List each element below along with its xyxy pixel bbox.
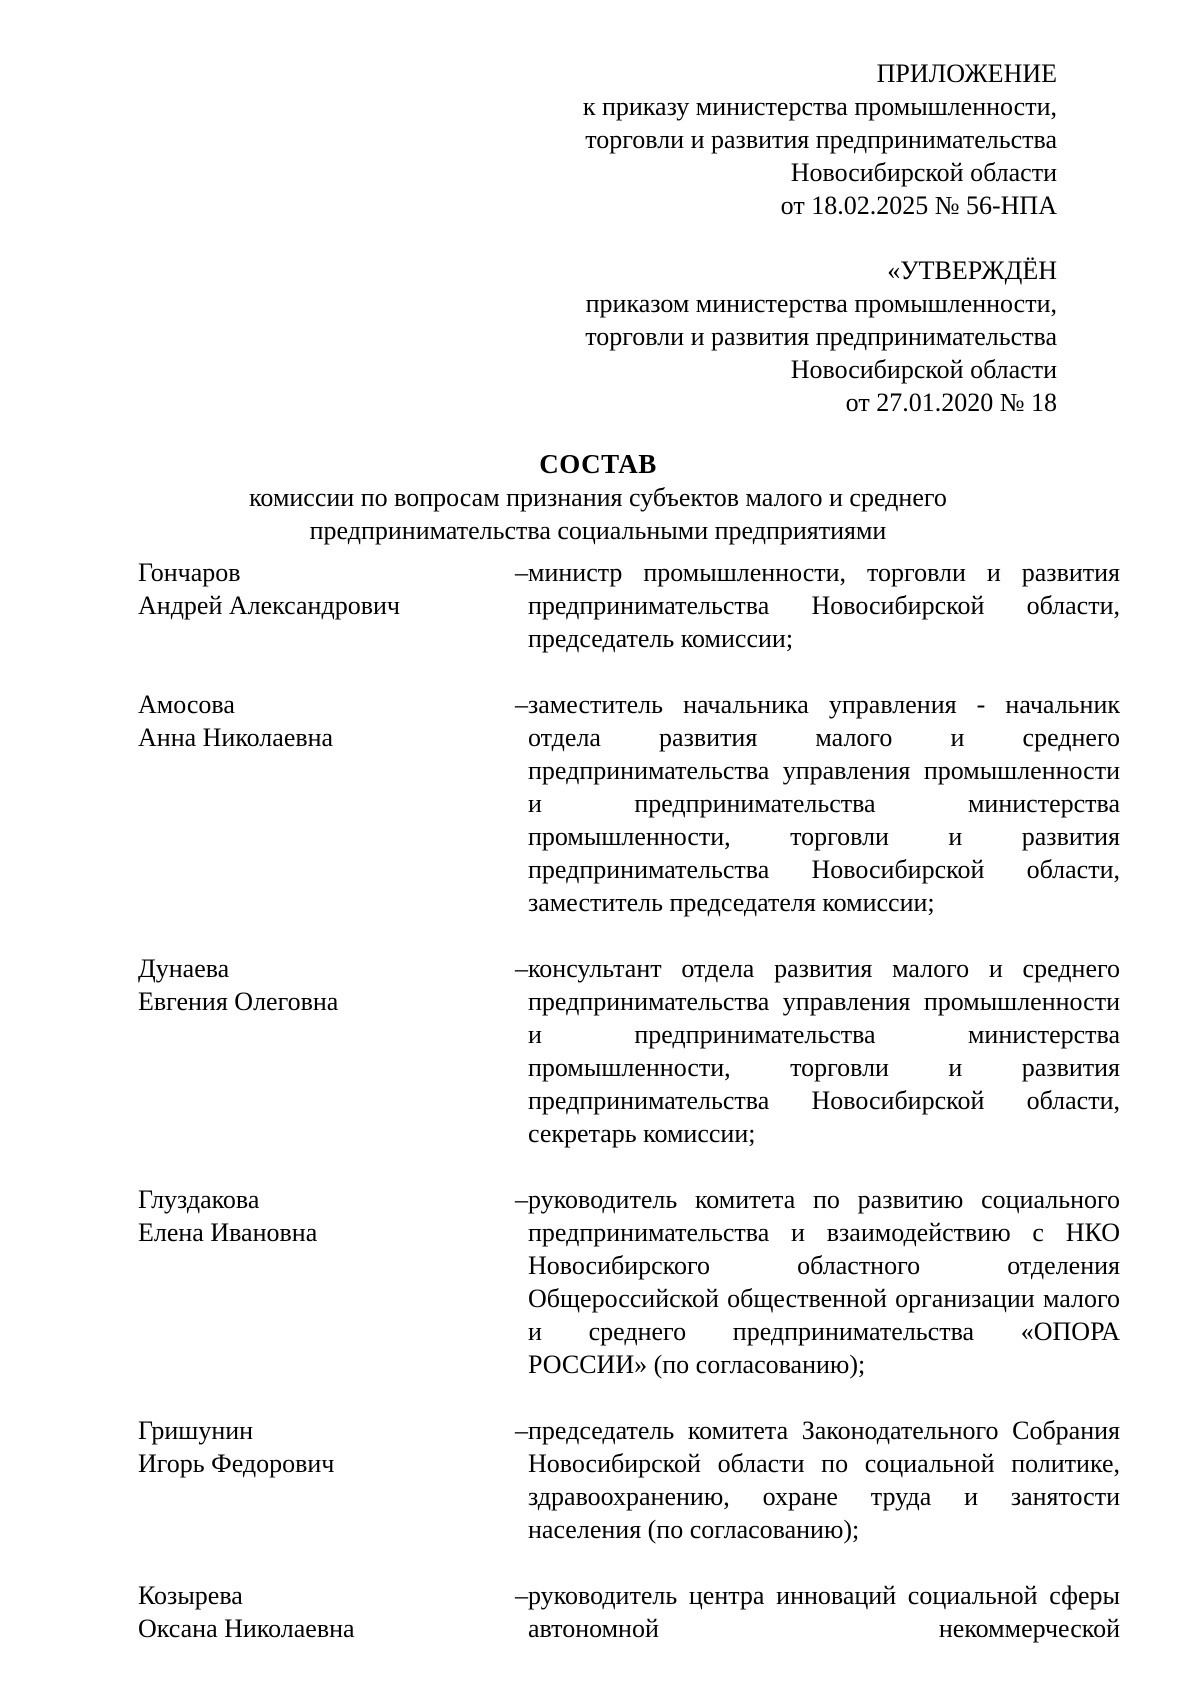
member-entry [138,1414,1118,1546]
member-dash: – [515,690,528,719]
appendix-line: ПРИЛОЖЕНИЕ [876,59,1057,88]
member-entry [138,556,1118,655]
member-surname: Козырева [138,1581,243,1610]
member-role: заместитель начальника управления - начальник отдела развития малого и среднего предпринимательства управления промышленности и предпринимательства министерства промышленности, торговли и развития предпринимательства Новосибирской области, заместитель председателя комиссии; [528,690,1120,917]
member-entry [138,1183,1118,1381]
member-given-names: Игорь Федорович [138,1449,335,1478]
member-surname: Дунаева [138,954,230,983]
member-given-names: Андрей Александрович [138,591,400,620]
approved-line: «УТВЕРЖДЁН [887,256,1057,285]
member-surname: Гришунин [138,1416,254,1445]
member-given-names: Оксана Николаевна [138,1614,355,1643]
approved-line: торговли и развития предпринимательства [585,322,1057,351]
appendix-header [497,57,1057,222]
member-name [138,1183,510,1381]
member-role: министр промышленности, торговли и развития предпринимательства Новосибирской области, председатель комиссии; [528,558,1120,653]
member-name [138,556,510,655]
approved-line: приказом министерства промышленности, [585,289,1057,318]
member-dash: – [515,954,528,983]
appendix-line: Новосибирской области [790,158,1057,187]
document-subtitle-line: предпринимательства социальными предприятиями [309,516,887,545]
approved-header [497,254,1057,419]
member-surname: Гончаров [138,558,241,587]
member-name [138,688,510,919]
member-surname: Глуздакова [138,1185,260,1214]
appendix-line: от 18.02.2025 № 56-НПА [780,191,1057,220]
member-role: руководитель центра инноваций социальной сферы автономной некоммерческой [528,1581,1120,1643]
member-given-names: Анна Николаевна [138,723,334,752]
member-name [138,1414,510,1546]
member-entry [138,1579,1118,1645]
member-role: председатель комитета Законодательного Собрания Новосибирской области по социальной политике, здравоохранению, охране труда и занятости населения (по согласованию); [528,1416,1120,1544]
member-role: консультант отдела развития малого и среднего предпринимательства управления промышленности и предпринимательства министерства промышленности, торговли и развития предпринимательства Новосибирской области, секретарь комиссии; [528,954,1120,1148]
member-given-names: Елена Ивановна [138,1218,318,1247]
member-dash: – [515,558,528,587]
document-subtitle-line: комиссии по вопросам признания субъектов малого и среднего [249,483,947,512]
member-dash: – [515,1581,528,1610]
approved-line: Новосибирской области [790,355,1057,384]
members-list [138,556,1118,1678]
member-name [138,952,510,1150]
document-title: СОСТАВ [539,449,657,479]
member-entry [138,952,1118,1150]
document-title-block [130,447,1066,547]
member-dash: – [515,1185,528,1214]
member-given-names: Евгения Олеговна [138,987,339,1016]
appendix-line: к приказу министерства промышленности, [582,92,1057,121]
member-entry [138,688,1118,919]
member-surname: Амосова [138,690,235,719]
member-role: руководитель комитета по развитию социального предпринимательства и взаимодействию с НКО Новосибирского областного отделения Общероссийской общественной организации малого и среднего предпринимательства «ОПОРА РОССИИ» (по согласованию); [528,1185,1120,1379]
member-dash: – [515,1416,528,1445]
approved-line: от 27.01.2020 № 18 [845,388,1057,417]
member-name [138,1579,510,1645]
appendix-line: торговли и развития предпринимательства [585,125,1057,154]
